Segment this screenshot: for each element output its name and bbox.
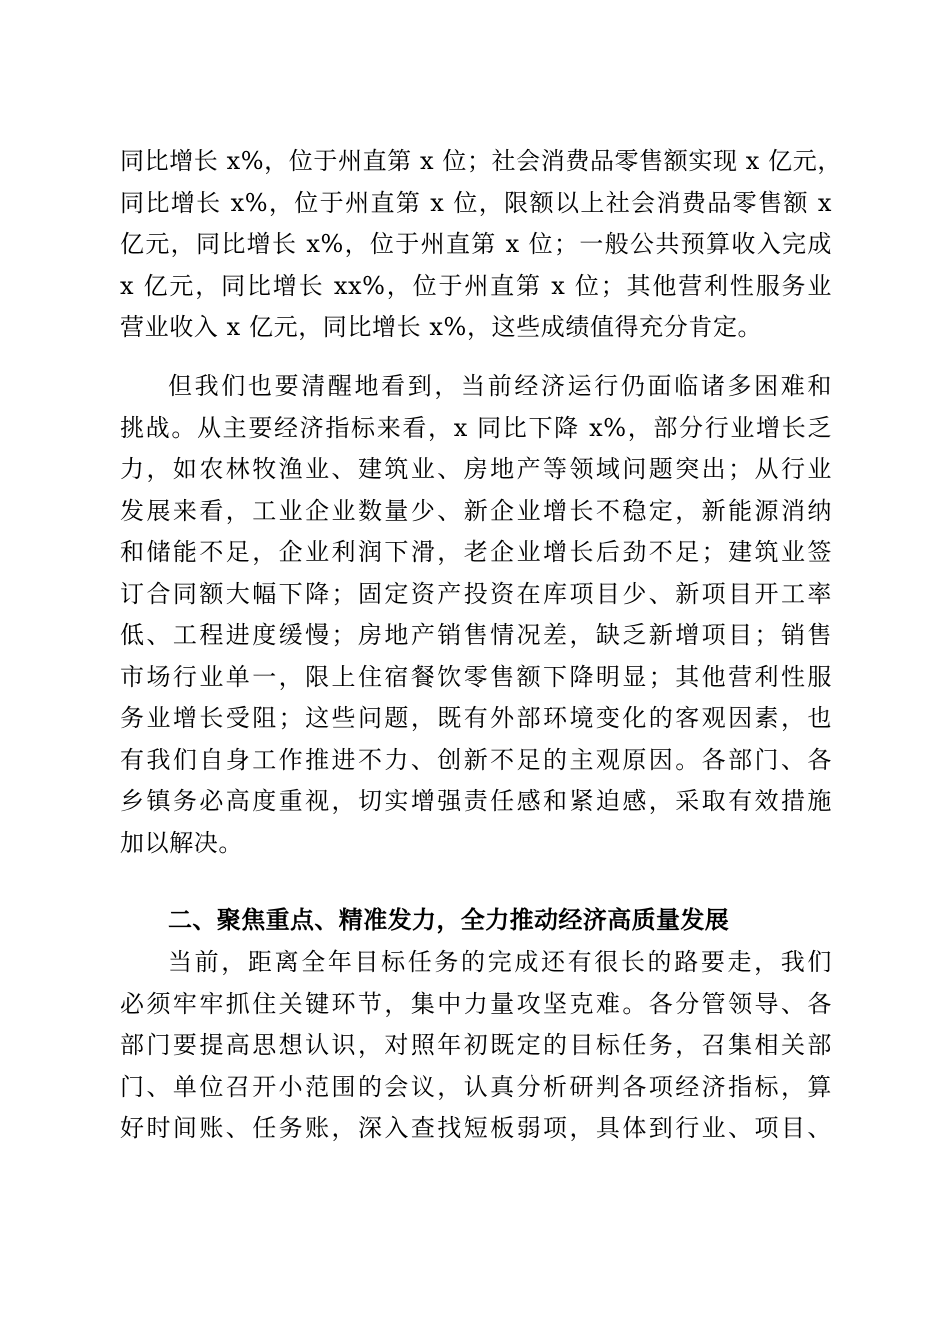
heading-text: 二、聚焦重点、精准发力，全力推动经济高质量发展	[168, 906, 730, 934]
text-line: 有我们自身工作推进不力、创新不足的主观原因。各部门、各	[120, 745, 832, 774]
text-line: 务业增长受阻；这些问题，既有外部环境变化的客观因素，也	[120, 704, 832, 732]
text-line: 市场行业单一，限上住宿餐饮零售额下降明显；其他营利性服	[120, 662, 832, 691]
text-line: 和储能不足，企业利润下滑，老企业增长后劲不足；建筑业签	[120, 538, 832, 566]
paragraph-statistics	[120, 141, 842, 349]
paragraph-focus	[120, 942, 832, 1150]
text-line: 发展来看，工业企业数量少、新企业增长不稳定，新能源消纳	[120, 496, 832, 525]
text-line: x 亿元，同比增长 xx%，位于州直第 x 位；其他营利性服务业	[120, 271, 832, 300]
text-line: 但我们也要清醒地看到，当前经济运行仍面临诸多困难和	[168, 372, 832, 400]
text-line: 乡镇务必高度重视，切实增强责任感和紧迫感，采取有效措施	[120, 787, 832, 815]
text-line: 部门要提高思想认识，对照年初既定的目标任务，召集相关部	[120, 1031, 832, 1059]
text-line: 同比增长 x%，位于州直第 x 位；社会消费品零售额实现 x 亿元，	[120, 147, 842, 175]
text-line: 营业收入 x 亿元，同比增长 x%，这些成绩值得充分肯定。	[120, 313, 763, 341]
text-line: 订合同额大幅下降；固定资产投资在库项目少、新项目开工率	[120, 579, 832, 608]
paragraph-challenges	[120, 366, 832, 864]
text-line: 亿元，同比增长 x%，位于州直第 x 位；一般公共预算收入完成	[120, 230, 832, 258]
section-heading	[120, 900, 832, 942]
text-line: 门、单位召开小范围的会议，认真分析研判各项经济指标，算	[120, 1072, 832, 1101]
text-line: 低、工程进度缓慢；房地产销售情况差，缺乏新增项目；销售	[120, 621, 832, 649]
text-line: 挑战。从主要经济指标来看，x 同比下降 x%，部分行业增长乏	[120, 413, 832, 442]
text-line: 好时间账、任务账，深入查找短板弱项，具体到行业、项目、	[120, 1114, 832, 1142]
text-line: 同比增长 x%，位于州直第 x 位，限额以上社会消费品零售额 x	[120, 188, 832, 217]
text-line: 当前，距离全年目标任务的完成还有很长的路要走，我们	[168, 948, 832, 976]
text-line: 必须牢牢抓住关键环节，集中力量攻坚克难。各分管领导、各	[120, 989, 832, 1018]
text-line: 加以解决。	[120, 828, 243, 857]
text-line: 力，如农林牧渔业、建筑业、房地产等领域问题突出；从行业	[120, 455, 832, 483]
